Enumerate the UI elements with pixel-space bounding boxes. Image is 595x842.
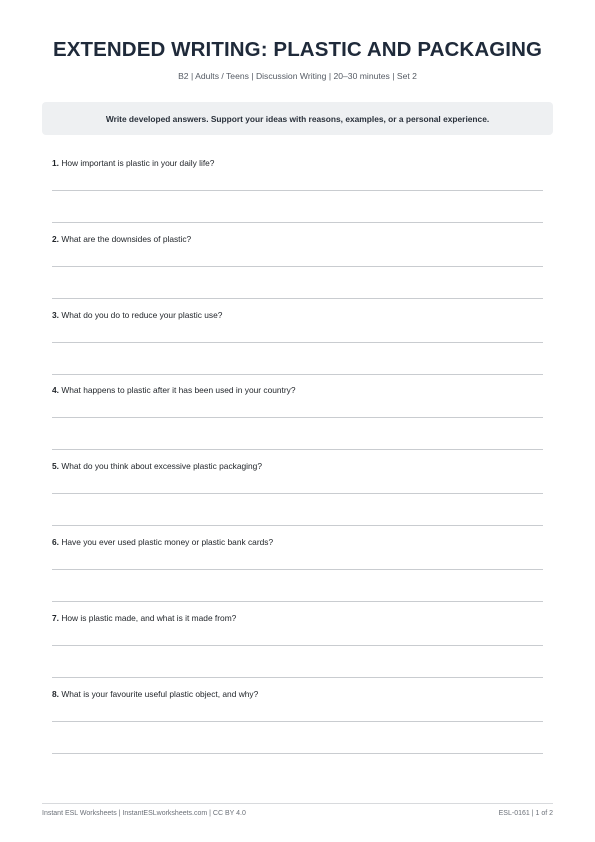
question-text [52,234,191,244]
answer-line[interactable] [52,645,543,646]
question-item [52,307,543,383]
question-number: 4. [52,385,59,396]
question-number: 2. [52,233,59,244]
answer-line[interactable] [52,493,543,494]
question-prompt: What happens to plastic after it has been used in your country? [61,385,296,396]
question-number: 3. [52,309,59,320]
answer-line[interactable] [52,721,543,722]
question-text [52,385,296,395]
question-text [52,689,258,699]
question-text [52,461,262,471]
question-item [52,155,543,231]
answer-line[interactable] [52,677,543,678]
footer-divider [42,803,553,804]
question-text [52,158,214,168]
answer-line[interactable] [52,449,543,450]
answer-line[interactable] [52,569,543,570]
question-number: 8. [52,688,59,699]
answer-line[interactable] [52,374,543,375]
question-prompt: What do you think about excessive plastic packaging? [61,461,262,472]
question-prompt: How important is plastic in your daily life? [61,158,215,168]
instruction-box [42,102,553,135]
question-prompt: How is plastic made, and what is it made from? [61,612,237,623]
question-item [52,534,543,610]
question-prompt: What are the downsides of plastic? [61,233,192,244]
page-title: EXTENDED WRITING: PLASTIC AND PACKAGING [52,38,543,61]
answer-line[interactable] [52,525,543,526]
question-item [52,686,543,762]
answer-line[interactable] [52,190,543,191]
question-item [52,458,543,534]
question-prompt: What do you do to reduce your plastic use? [61,309,223,320]
answer-line[interactable] [52,298,543,299]
question-text [52,613,236,623]
question-prompt: What is your favourite useful plastic object, and why? [61,688,259,699]
question-number: 6. [52,536,59,547]
question-item [52,231,543,307]
footer-page-info: ESL-0161 | 1 of 2 [498,810,553,817]
answer-line[interactable] [52,342,543,343]
answer-line[interactable] [52,222,543,223]
page-subtitle: B2 | Adults / Teens | Discussion Writing | 20–30 minutes | Set 2 [178,71,417,81]
question-prompt: Have you ever used plastic money or plastic bank cards? [61,536,274,547]
answer-line[interactable] [52,601,543,602]
question-number: 5. [52,461,59,472]
question-item [52,610,543,686]
footer-credits: Instant ESL Worksheets | InstantESLworksheets.com | CC BY 4.0 [42,810,246,817]
instruction-text: Write developed answers. Support your ideas with reasons, examples, or a personal experience. [105,113,490,124]
question-text [52,537,273,547]
answer-line[interactable] [52,417,543,418]
question-number: 7. [52,612,59,623]
question-number: 1. [52,158,59,168]
question-text [52,310,222,320]
question-list [52,155,543,761]
question-item [52,382,543,458]
answer-line[interactable] [52,266,543,267]
answer-line[interactable] [52,753,543,754]
